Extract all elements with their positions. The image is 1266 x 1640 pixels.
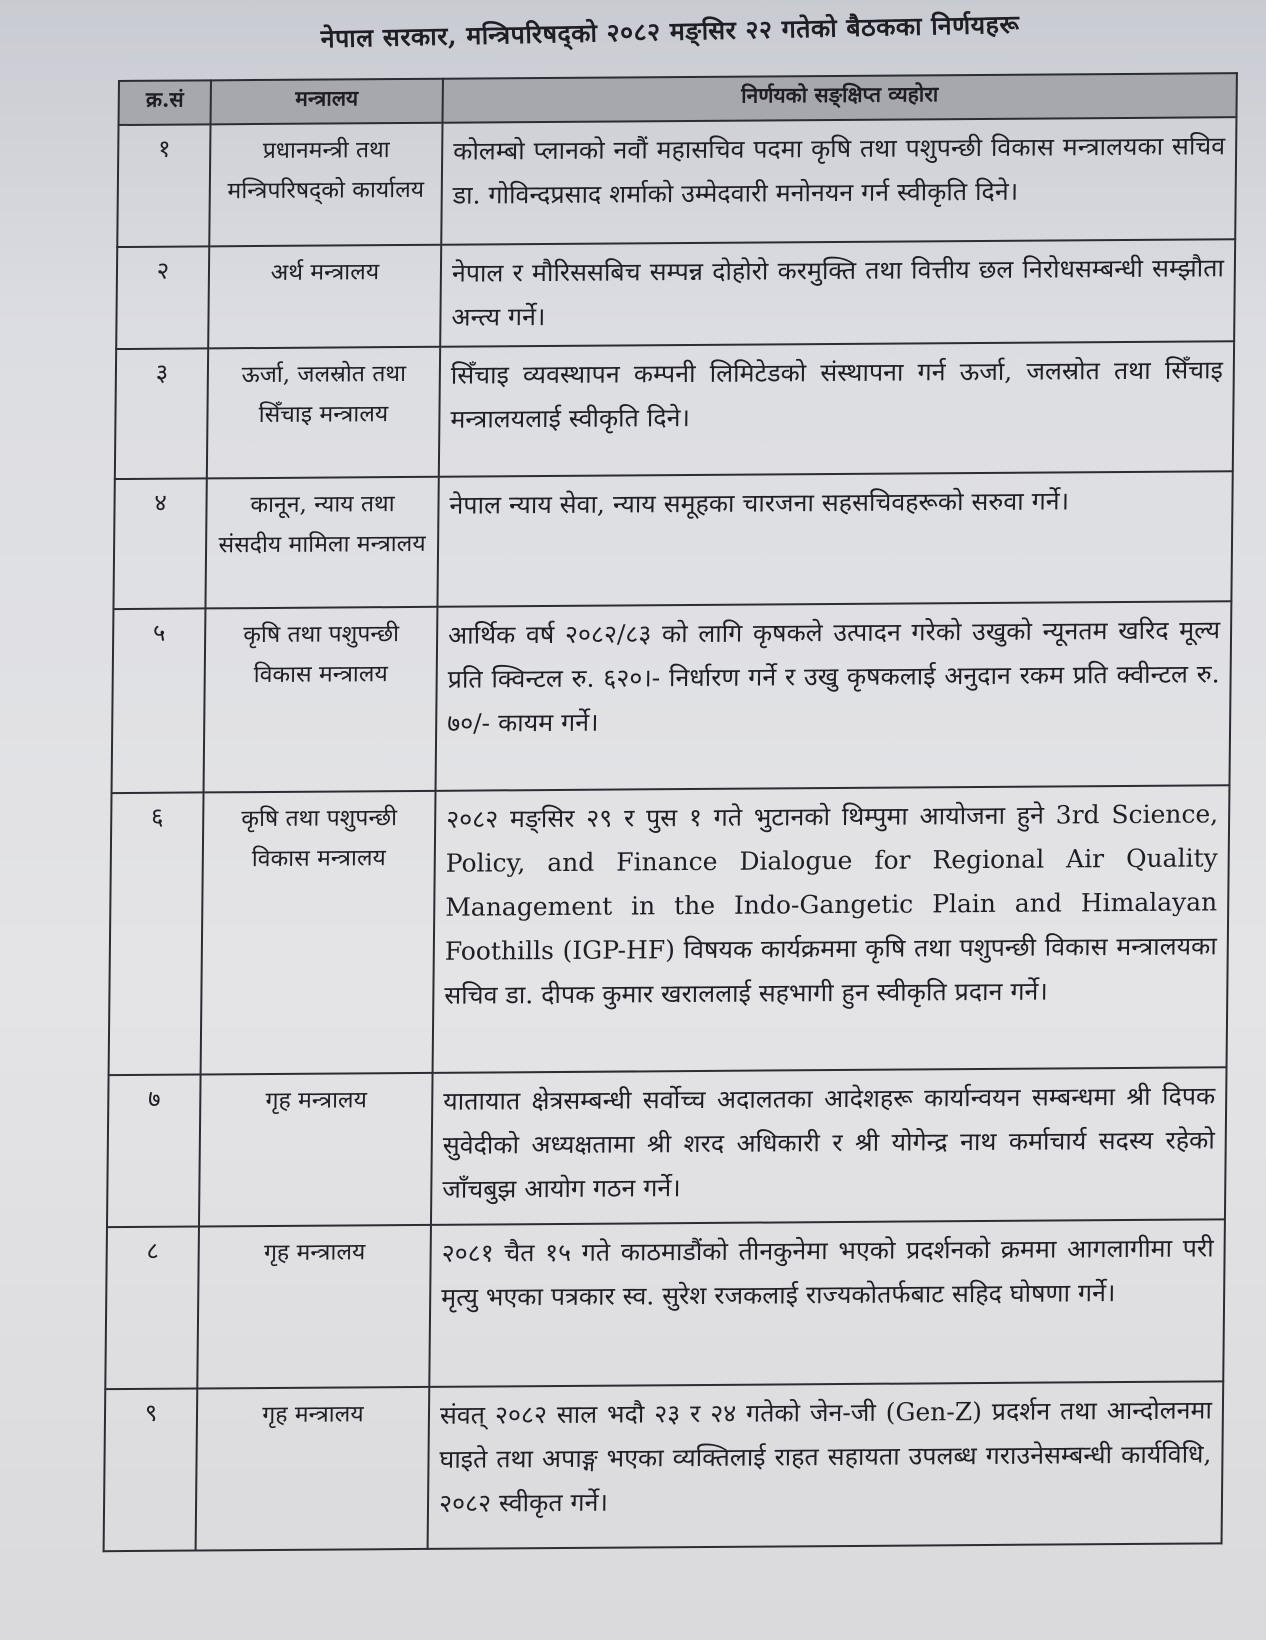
- row-ministry: गृह मन्त्रालय: [196, 1387, 430, 1551]
- row-serial-number: ३: [115, 348, 208, 479]
- row-serial-number: ९: [104, 1389, 198, 1552]
- row-decision-summary: संवत् २०८२ साल भदौ २३ र २४ गतेको जेन-जी (Gen-Z) प्रदर्शन तथा आन्दोलनमा घाइते तथा अपाङ्ग भएका व्यक्तिलाई राहत सहायता उपलब्ध गराउनेसम्बन्धी कार्यविधि, २०८२ स्वीकृत गर्ने।: [428, 1381, 1224, 1549]
- table-row: [107, 1067, 1227, 1227]
- row-ministry: गृह मन्त्रालय: [199, 1073, 433, 1227]
- row-ministry: प्रधानमन्त्री तथा मन्त्रिपरिषद्को कार्यालय: [209, 123, 442, 247]
- row-decision-summary: २०८२ मङ्सिर २९ र पुस १ गते भुटानको थिम्पुमा आयोजना हुने 3rd Science, Policy, and Finance Dialogue for Regional Air Quality Management in the Indo-Gangetic Plain and Himalayan Foothills (IGP-HF) विषयक कार्यक्रममा कृषि तथा पशुपन्छी विकास मन्त्रालयका सचिव डा. दीपक कुमार खराललाई सहभागी हुन स्वीकृति प्रदान गर्ने।: [433, 785, 1230, 1073]
- table-row: [109, 785, 1230, 1075]
- row-serial-number: ६: [109, 792, 204, 1075]
- row-decision-summary: नेपाल र मौरिससबिच सम्पन्न दोहोरो करमुक्ति तथा वित्तीय छल निरोधसम्बन्धी सम्झौता अन्त्य गर्ने।: [440, 239, 1235, 347]
- header-serial-number: क्र.सं: [119, 80, 211, 125]
- decisions-table: [103, 72, 1238, 1552]
- row-serial-number: ५: [112, 608, 206, 793]
- row-ministry: ऊर्जा, जलस्रोत तथा सिँचाइ मन्त्रालय: [207, 347, 440, 479]
- table-row: [112, 601, 1232, 793]
- header-decision-summary: निर्णयको सङ्क्षिप्त व्यहोरा: [443, 73, 1237, 123]
- row-ministry: गृह मन्त्रालय: [197, 1225, 431, 1389]
- row-ministry: अर्थ मन्त्रालय: [208, 245, 441, 349]
- row-decision-summary: २०८१ चैत १५ गते काठमाडौंको तीनकुनेमा भएको प्रदर्शनको क्रममा आगलागीमा परी मृत्यु भएका पत्रकार स्व. सुरेश रजकलाई राज्यकोतर्फबाट सहिद घोषणा गर्ने।: [429, 1219, 1225, 1387]
- header-ministry: मन्त्रालय: [211, 79, 443, 125]
- row-decision-summary: सिँचाइ व्यवस्थापन कम्पनी लिमिटेडको संस्थापना गर्न ऊर्जा, जलस्रोत तथा सिँचाइ मन्त्रालयलाई स्वीकृति दिने।: [439, 341, 1234, 477]
- table-row: [104, 1381, 1224, 1551]
- row-decision-summary: कोलम्बो प्लानको नवौं महासचिव पदमा कृषि तथा पशुपन्छी विकास मन्त्रालयका सचिव डा. गोविन्दप्रसाद शर्माको उम्मेदवारी मनोनयन गर्न स्वीकृति दिने।: [441, 117, 1236, 245]
- row-serial-number: १: [117, 124, 210, 247]
- row-serial-number: ८: [105, 1226, 199, 1389]
- table-row: [113, 471, 1232, 609]
- row-decision-summary: यातायात क्षेत्रसम्बन्धी सर्वोच्च अदालतका आदेशहरू कार्यान्वयन सम्बन्धमा श्री दिपक सुवेदीको अध्यक्षतामा श्री शरद अधिकारी र श्री योगेन्द्र नाथ कर्माचार्य सदस्य रहेको जाँचबुझ आयोग गठन गर्ने।: [431, 1067, 1227, 1225]
- row-serial-number: २: [116, 246, 209, 349]
- row-ministry: कृषि तथा पशुपन्छी विकास मन्त्रालय: [201, 791, 436, 1075]
- table-row: [115, 341, 1234, 479]
- row-ministry: कानून, न्याय तथा संसदीय मामिला मन्त्रालय: [205, 477, 438, 609]
- table-header: [119, 73, 1237, 125]
- row-ministry: कृषि तथा पशुपन्छी विकास मन्त्रालय: [204, 607, 438, 793]
- row-decision-summary: आर्थिक वर्ष २०८२/८३ को लागि कृषकले उत्पादन गरेको उखुको न्यूनतम खरिद मूल्य प्रति क्विन्टल रु. ६२०।- निर्धारण गर्ने र उखु कृषकलाई अनुदान रकम प्रति क्वीन्टल रु. ७०/- कायम गर्ने।: [436, 601, 1232, 791]
- table-row: [105, 1219, 1225, 1389]
- table-row: [116, 239, 1235, 349]
- row-serial-number: ७: [107, 1074, 201, 1227]
- table-body: [104, 117, 1237, 1551]
- header-row: [119, 73, 1237, 125]
- row-serial-number: ४: [113, 478, 206, 609]
- row-decision-summary: नेपाल न्याय सेवा, न्याय समूहका चारजना सहसचिवहरूको सरुवा गर्ने।: [437, 471, 1232, 607]
- document-title: नेपाल सरकार, मन्त्रिपरिषद्को २०८२ मङ्सिर २२ गतेको बैठकका निर्णयहरू: [320, 9, 1020, 54]
- table-row: [117, 117, 1236, 247]
